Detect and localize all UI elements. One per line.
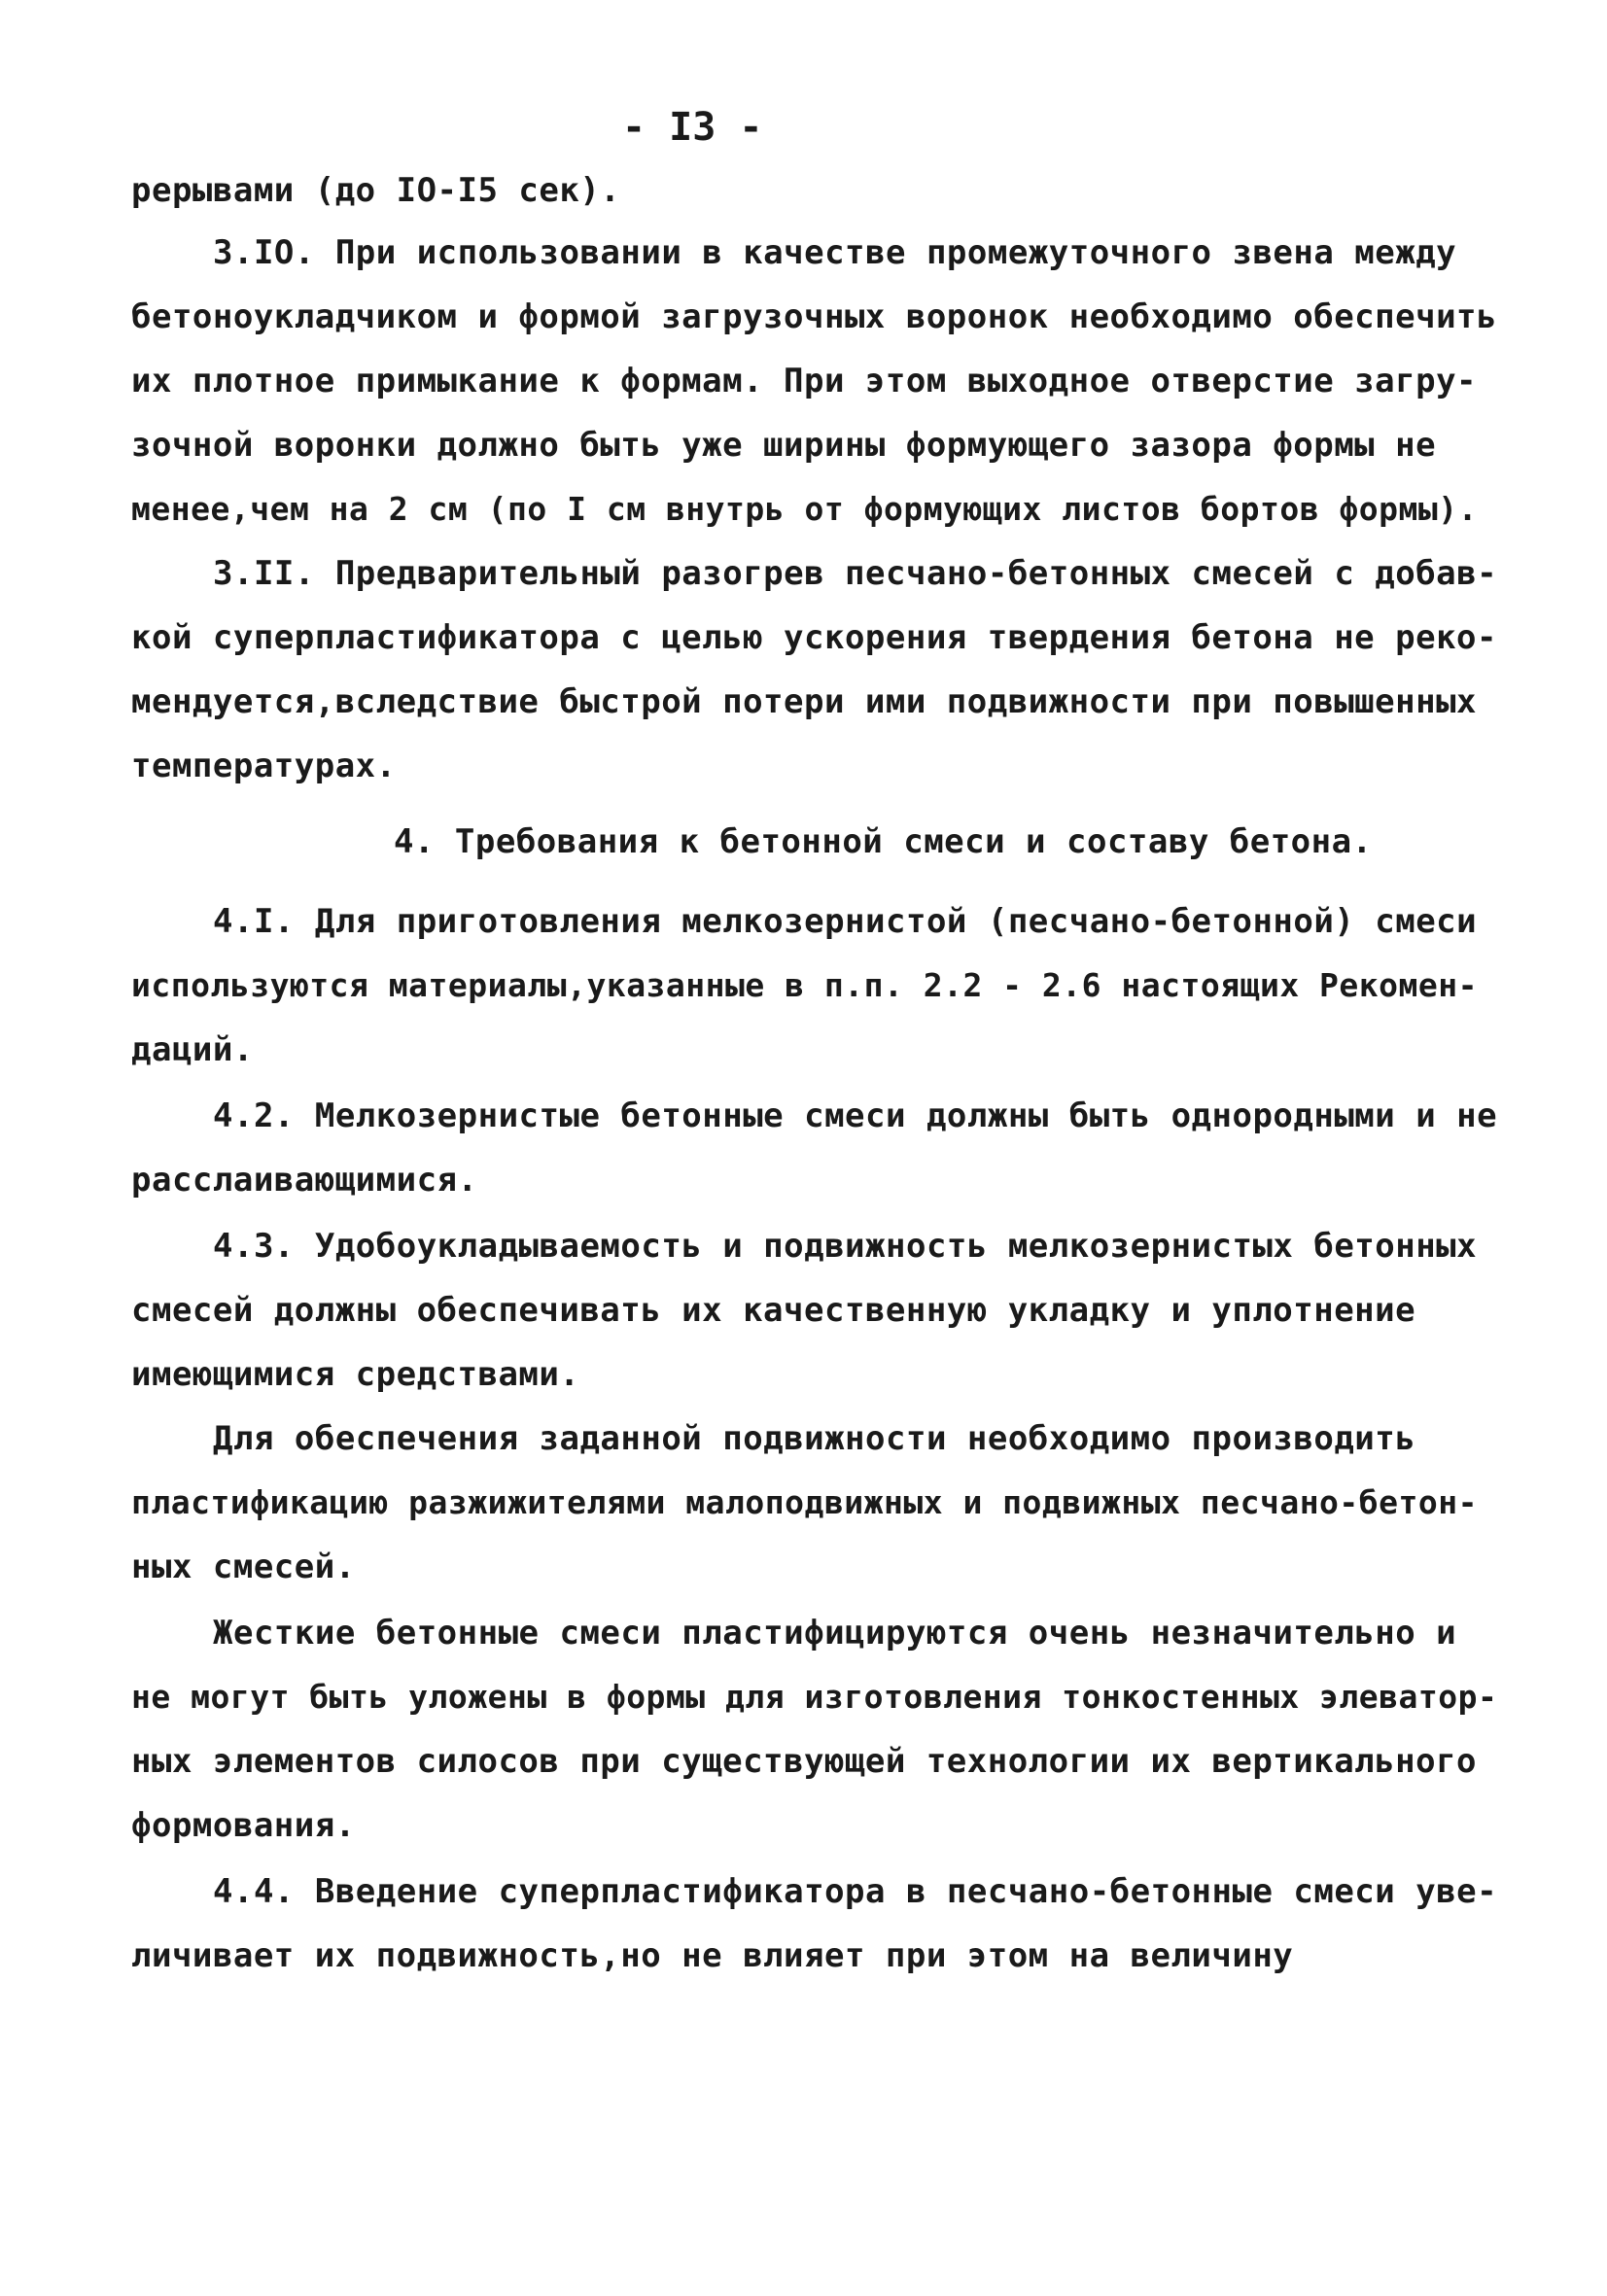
text-line: зочной воронки должно быть уже ширины формующего зазора формы не [131,426,1437,465]
text-line: используются материалы,указанные в п.п. 2.2 - 2.6 настоящих Рекомен- [131,966,1479,1004]
text-line: мендуется,вследствие быстрой потери ими подвижности при повышенных [131,682,1478,721]
text-line: бетоноукладчиком и формой загрузочных воронок необходимо обеспечить [131,297,1497,336]
text-line: не могут быть уложены в формы для изготовления тонкостенных элеватор- [131,1678,1498,1716]
text-line: ных элементов силосов при существующей технологии их вертикального [131,1742,1478,1781]
text-line: 4.2. Мелкозернистые бетонные смеси должны быть однородными и не [213,1096,1498,1135]
page-number: - I3 - [622,105,763,150]
section-heading: 4. Требования к бетонной смеси и составу бетона. [394,822,1373,861]
text-line: 3.II. Предварительный разогрев песчано-бетонных смесей с добав- [213,554,1498,593]
text-line: 4.3. Удобоукладываемость и подвижность мелкозернистых бетонных [213,1227,1478,1266]
text-line: Жесткие бетонные смеси пластифицируются очень незначительно и [213,1614,1457,1652]
text-line: ных смесей. [131,1548,356,1586]
text-line: температурах. [131,747,397,785]
text-line: 3.IO. При использовании в качестве промежуточного звена между [213,233,1457,272]
text-line: менее,чем на 2 см (по I см внутрь от формующих листов бортов формы). [131,490,1479,528]
text-line: рерывами (до IO-I5 сек). [131,171,621,210]
text-line: их плотное примыкание к формам. При этом выходное отверстие загру- [131,362,1478,400]
text-line: пластификацию разжижителями малоподвижных и подвижных песчано-бетон- [131,1483,1479,1521]
text-line: 4.I. Для приготовления мелкозернистой (песчано-бетонной) смеси [213,902,1478,941]
text-line: формования. [131,1806,356,1845]
text-line: смесей должны обеспечивать их качественную укладку и уплотнение [131,1291,1416,1330]
text-line: кой суперпластификатора с целью ускорения твердения бетона не реко- [131,618,1497,657]
text-line: даций. [131,1030,254,1069]
text-line: расслаивающимися. [131,1161,478,1200]
text-line: Для обеспечения заданной подвижности необходимо производить [213,1419,1416,1458]
text-line: 4.4. Введение суперпластификатора в песчано-бетонные смеси уве- [213,1872,1498,1911]
text-line: личивает их подвижность,но не влияет при этом на величину [131,1936,1294,1975]
text-line: имеющимися средствами. [131,1355,580,1394]
